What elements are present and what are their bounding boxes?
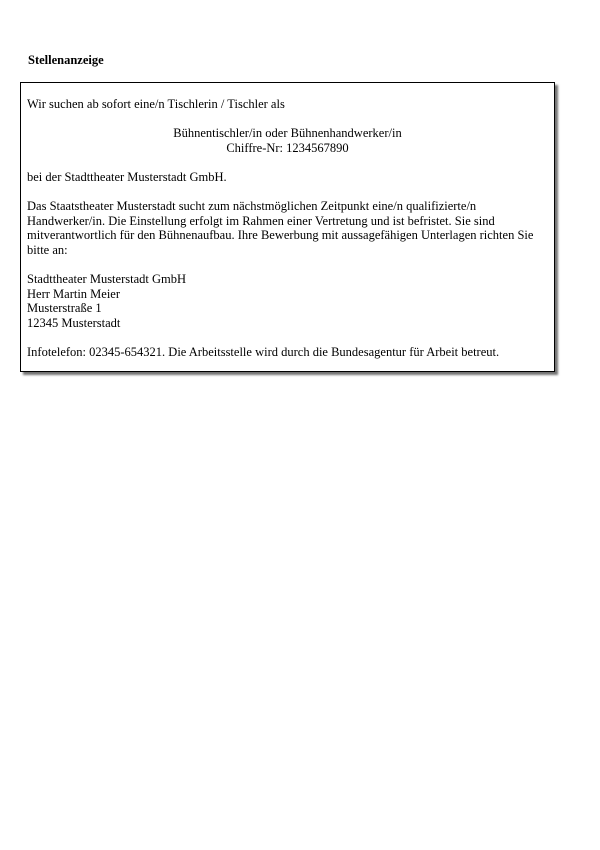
employer-line: bei der Stadttheater Musterstadt GmbH. (27, 169, 227, 184)
address-contact: Herr Martin Meier (27, 286, 121, 301)
contact-address (27, 272, 548, 330)
reference-number: Chiffre-Nr: 1234567890 (226, 140, 349, 155)
ad-description (27, 199, 548, 257)
address-city: 12345 Musterstadt (27, 315, 121, 330)
description-line: bitte an: (27, 242, 68, 257)
description-line: Das Staatstheater Musterstadt sucht zum nächstmöglichen Zeitpunkt eine/n qualifizierte/n (27, 199, 477, 214)
ad-intro: Wir suchen ab sofort eine/n Tischlerin / Tischler als (27, 97, 285, 111)
address-company: Stadttheater Musterstadt GmbH (27, 272, 186, 287)
description-line: Handwerker/in. Die Einstellung erfolgt im Rahmen einer Vertretung und ist befristet. Sie sind (27, 213, 495, 228)
description-line: mitverantwortlich für den Bühnenaufbau. Ihre Bewerbung mit aussagefähigen Unterlagen richten Sie (27, 228, 534, 243)
page-title: Stellenanzeige (28, 53, 104, 67)
address-street: Musterstraße 1 (27, 301, 102, 316)
job-ad-box (20, 82, 555, 372)
position-title: Bühnentischler/in oder Bühnenhandwerker/in (173, 126, 402, 141)
info-line: Infotelefon: 02345-654321. Die Arbeitsstelle wird durch die Bundesagentur für Arbeit betreut. (27, 345, 500, 360)
